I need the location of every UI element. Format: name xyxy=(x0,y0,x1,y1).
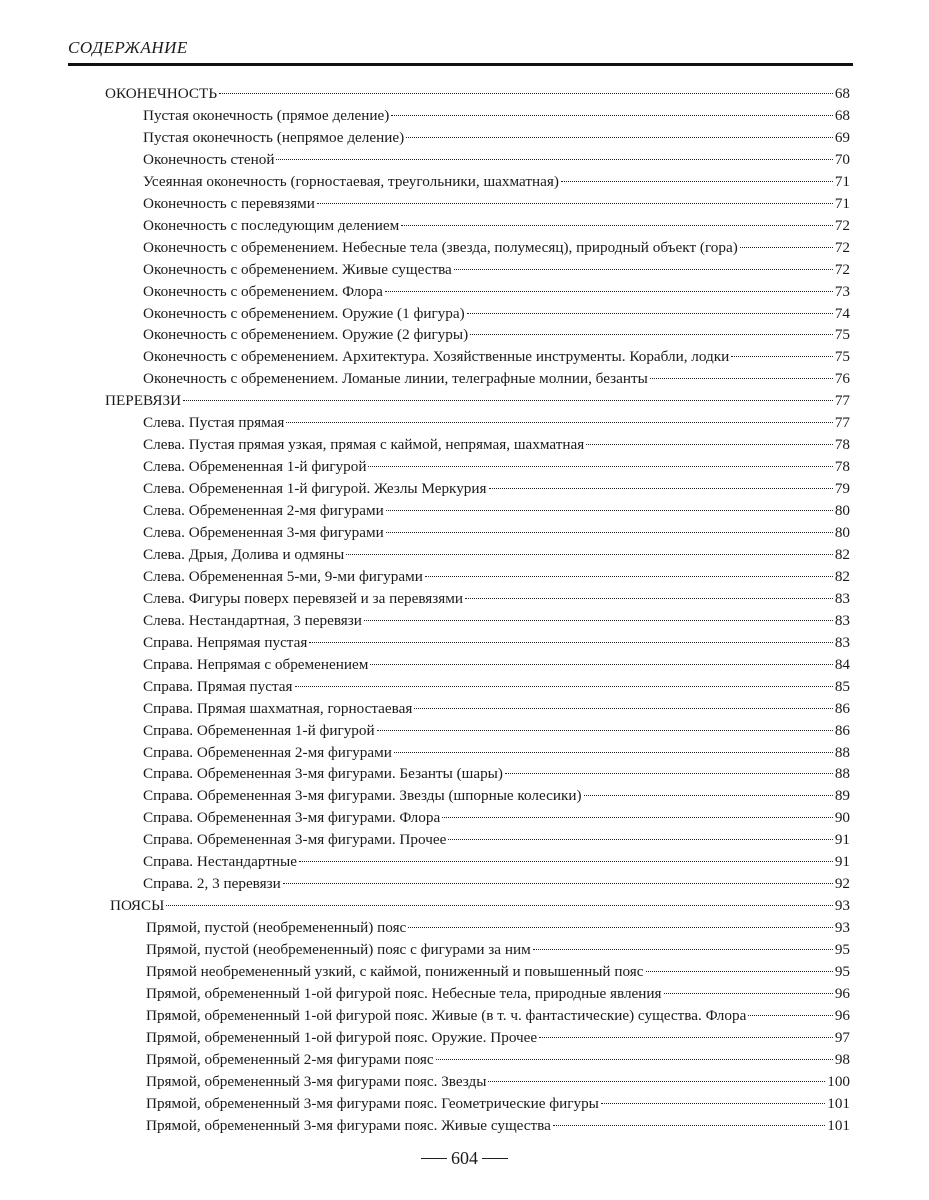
toc-entry xyxy=(143,588,850,610)
toc-entry-title: Прямой, пустой (необремененный) пояс xyxy=(146,919,407,937)
toc-entry xyxy=(143,632,850,654)
toc-entry xyxy=(143,215,850,237)
dot-leader xyxy=(370,664,832,665)
dot-leader xyxy=(368,466,832,467)
toc-entry-title: Прямой, обремененный 1-ой фигурой пояс. Живые (в т. ч. фантастические) существа. Флора xyxy=(146,1006,747,1024)
dot-leader xyxy=(740,247,833,248)
toc-entry-title: Справа. Прямая шахматная, горностаевая xyxy=(143,699,413,717)
dot-leader xyxy=(465,598,833,599)
dot-leader xyxy=(601,1103,825,1104)
toc-entry-title: Прямой, пустой (необремененный) пояс с фигурами за ним xyxy=(146,941,531,959)
toc-page-number: 93 xyxy=(834,919,850,937)
toc-entry-title: Справа. Обремененная 3-мя фигурами. Звезды (шпорные колесики) xyxy=(143,787,582,805)
toc-entry xyxy=(143,127,850,149)
toc-entry-title: ПОЯСЫ xyxy=(110,897,165,915)
dot-leader xyxy=(183,400,833,401)
toc-page-number: 101 xyxy=(827,1094,850,1112)
toc-page-number: 76 xyxy=(834,370,850,388)
toc-entry xyxy=(143,785,850,807)
toc-entry-title: Справа. Прямая пустая xyxy=(143,677,293,695)
toc-entry xyxy=(143,149,850,171)
toc-entry-title: Справа. Обремененная 2-мя фигурами xyxy=(143,743,392,761)
toc-section xyxy=(110,895,850,917)
toc-entry-title: Слева. Обремененная 3-мя фигурами xyxy=(143,524,384,541)
toc-entry-title: Оконечность с последующим делением xyxy=(143,216,400,234)
toc-entry-title: Слева. Нестандартная, 3 перевязи xyxy=(143,611,362,629)
toc-entry xyxy=(143,851,850,873)
toc-entry-title: Слева. Пустая прямая узкая, прямая с каймой, непрямая, шахматная xyxy=(143,436,585,454)
toc-page-number: 96 xyxy=(834,984,850,1002)
toc-entry xyxy=(143,544,850,566)
dot-leader xyxy=(401,225,833,226)
dot-leader xyxy=(346,554,833,555)
toc-entry-title: Оконечность с обременением. Небесные тела (звезда, полумесяц), природный объект (гора) xyxy=(143,238,738,256)
toc-entry-title: Усеянная оконечность (горностаевая, треугольники, шахматная) xyxy=(143,172,559,190)
toc-entry-title: Оконечность с обременением. Оружие (2 фигуры) xyxy=(143,326,469,344)
dot-leader xyxy=(408,927,833,928)
toc-entry xyxy=(146,1093,850,1115)
toc-page-number: 90 xyxy=(834,809,850,827)
toc-entry xyxy=(143,610,850,632)
dot-leader xyxy=(364,620,833,621)
toc-page-number: 89 xyxy=(834,787,850,805)
toc-entry-title: Справа. Непрямая с обременением xyxy=(143,655,369,673)
dot-leader xyxy=(553,1125,825,1126)
toc-page-number: 72 xyxy=(834,238,850,256)
toc-entry-title: Оконечность с обременением. Живые существа xyxy=(143,260,452,278)
dot-leader xyxy=(664,993,833,994)
dot-leader xyxy=(731,356,833,357)
toc-entry-title: Пустая оконечность (непрямое деление) xyxy=(143,128,405,146)
dot-leader xyxy=(386,532,833,533)
toc-entry-title: Слева. Дрыя, Долива и одмяны xyxy=(143,545,345,563)
toc-entry-title: Слева. Пустая прямая xyxy=(143,414,285,432)
dot-leader xyxy=(539,1037,833,1038)
dot-leader xyxy=(166,905,832,906)
toc-entry xyxy=(146,983,850,1005)
toc-entry xyxy=(143,500,850,522)
page-number: 604 xyxy=(451,1148,478,1168)
toc-page-number: 82 xyxy=(834,545,850,563)
toc-entry-title: Слева. Обремененная 5-ми, 9-ми фигурами xyxy=(143,567,423,585)
page-footer xyxy=(0,1148,929,1169)
toc-page-number: 72 xyxy=(834,216,850,234)
dot-leader xyxy=(219,93,833,94)
toc-page-number: 70 xyxy=(834,150,850,168)
toc-page-number: 98 xyxy=(834,1050,850,1068)
toc-entry-title: Справа. Обремененная 1-й фигурой xyxy=(143,721,375,739)
toc-page-number: 75 xyxy=(834,348,850,366)
toc-entry-title: Оконечность с обременением. Флора xyxy=(143,282,383,300)
dot-leader xyxy=(533,949,833,950)
dot-leader xyxy=(317,203,833,204)
page-header-title: СОДЕРЖАНИЕ xyxy=(68,38,188,57)
toc-page-number: 71 xyxy=(834,194,850,212)
toc-entry xyxy=(143,763,850,785)
toc-entry-title: Прямой, обремененный 3-мя фигурами пояс. Звезды xyxy=(146,1072,487,1090)
toc-page-number: 88 xyxy=(834,765,850,783)
dot-leader xyxy=(470,334,833,335)
toc-entry-title: Прямой, обремененный 1-ой фигурой пояс. Небесные тела, природные явления xyxy=(146,984,662,1002)
header-rule xyxy=(68,63,853,66)
toc-page-number: 68 xyxy=(834,85,850,102)
toc-page-number: 79 xyxy=(834,480,850,498)
toc-page-number: 86 xyxy=(834,721,850,739)
dot-leader xyxy=(406,137,833,138)
toc-entry-title: Оконечность с обременением. Архитектура. Хозяйственные инструменты. Корабли, лодки xyxy=(143,348,730,366)
toc-entry xyxy=(143,873,850,895)
toc-entry-title: Прямой, обремененный 3-мя фигурами пояс. Живые существа xyxy=(146,1116,551,1134)
toc-entry xyxy=(146,1049,850,1071)
dot-leader xyxy=(561,181,833,182)
toc-entry-title: Прямой, обремененный 2-мя фигурами пояс xyxy=(146,1050,434,1068)
toc-entry xyxy=(143,720,850,742)
toc-page-number: 74 xyxy=(834,304,850,322)
dot-leader xyxy=(391,115,833,116)
toc-page-number: 93 xyxy=(834,897,850,915)
toc-entry xyxy=(143,829,850,851)
toc-page-number: 73 xyxy=(834,282,850,300)
toc-entry-title: Слева. Обремененная 1-й фигурой xyxy=(143,458,367,476)
dot-leader xyxy=(488,1081,825,1082)
toc-entry-title: Справа. 2, 3 перевязи xyxy=(143,875,281,893)
toc-entry xyxy=(143,412,850,434)
toc-entry xyxy=(143,478,850,500)
dot-leader xyxy=(309,642,832,643)
toc-entry xyxy=(143,281,850,303)
dot-leader xyxy=(283,883,833,884)
toc-entry-title: Прямой, обремененный 3-мя фигурами пояс. Геометрические фигуры xyxy=(146,1094,599,1112)
toc-page-number: 84 xyxy=(834,655,850,673)
toc-entry xyxy=(146,1071,850,1093)
dot-leader xyxy=(454,269,833,270)
dot-leader xyxy=(442,817,833,818)
dot-leader xyxy=(586,444,833,445)
toc-entry-title: Прямой, обремененный 1-ой фигурой пояс. Оружие. Прочее xyxy=(146,1028,538,1046)
dot-leader xyxy=(425,576,833,577)
toc-page-number: 95 xyxy=(834,941,850,959)
dot-leader xyxy=(286,422,832,423)
toc-entry xyxy=(143,807,850,829)
toc-entry xyxy=(143,193,850,215)
toc-entry xyxy=(143,237,850,259)
toc-page-number: 92 xyxy=(834,875,850,893)
toc-page-number: 83 xyxy=(834,633,850,651)
toc-entry-title: Слева. Обремененная 1-й фигурой. Жезлы Меркурия xyxy=(143,480,487,498)
toc-entry xyxy=(143,566,850,588)
dot-leader xyxy=(386,510,833,511)
toc-entry-title: Слева. Фигуры поверх перевязей и за перевязями xyxy=(143,589,463,607)
toc-page-number: 77 xyxy=(834,392,850,410)
dot-leader xyxy=(650,378,833,379)
toc-entry xyxy=(143,698,850,720)
toc-entry-title: Справа. Обремененная 3-мя фигурами. Безанты (шары) xyxy=(143,765,503,783)
toc-entry-title: Пустая оконечность (прямое деление) xyxy=(143,106,390,124)
toc-entry xyxy=(143,522,850,544)
toc-section xyxy=(105,390,850,412)
toc-page-number: 78 xyxy=(834,458,850,476)
dot-leader xyxy=(414,708,832,709)
dot-leader xyxy=(385,291,833,292)
toc-entry xyxy=(143,654,850,676)
toc-entry-title: Прямой необремененный узкий, с каймой, пониженный и повышенный пояс xyxy=(146,963,644,980)
toc-page-number: 78 xyxy=(834,436,850,454)
toc-page-number: 68 xyxy=(834,106,850,124)
toc-entry xyxy=(143,456,850,478)
toc-entry xyxy=(143,324,850,346)
dot-leader xyxy=(394,752,833,753)
toc-page-number: 83 xyxy=(834,611,850,629)
dot-leader xyxy=(505,773,833,774)
toc-entry xyxy=(143,105,850,127)
dot-leader xyxy=(448,839,833,840)
toc-page-number: 101 xyxy=(827,1116,850,1134)
toc-entry xyxy=(146,961,850,983)
toc-entry-title: Справа. Нестандартные xyxy=(143,853,297,871)
toc-entry xyxy=(143,303,850,325)
dot-leader xyxy=(584,795,833,796)
toc-entry-title: Оконечность с перевязями xyxy=(143,194,315,212)
toc-page-number: 75 xyxy=(834,326,850,344)
toc-section xyxy=(105,83,850,105)
dot-leader xyxy=(467,313,833,314)
toc-entry-title: Справа. Обремененная 3-мя фигурами. Флора xyxy=(143,809,441,827)
dot-leader xyxy=(276,159,832,160)
toc-page-number: 100 xyxy=(827,1072,850,1090)
toc-page-number: 80 xyxy=(834,524,850,541)
dot-leader xyxy=(489,488,833,489)
toc-entry-title: ОКОНЕЧНОСТЬ xyxy=(105,85,218,102)
toc-page-number: 83 xyxy=(834,589,850,607)
toc-page-number: 85 xyxy=(834,677,850,695)
toc-entry xyxy=(143,259,850,281)
dot-leader xyxy=(377,730,833,731)
dot-leader xyxy=(436,1059,833,1060)
footer-dash-right xyxy=(482,1158,508,1159)
toc-entry-title: Справа. Непрямая пустая xyxy=(143,633,308,651)
toc-entry xyxy=(146,1115,850,1137)
toc-page-number: 86 xyxy=(834,699,850,717)
toc-page-number: 80 xyxy=(834,502,850,520)
toc-page-number: 96 xyxy=(834,1006,850,1024)
toc-page-number: 71 xyxy=(834,172,850,190)
toc-entry-title: ПЕРЕВЯЗИ xyxy=(105,392,182,410)
toc-page-number: 95 xyxy=(834,963,850,980)
toc-page-number: 97 xyxy=(834,1028,850,1046)
toc-page-number: 77 xyxy=(834,414,850,432)
toc-page-number: 82 xyxy=(834,567,850,585)
dot-leader xyxy=(295,686,833,687)
toc-page-number: 72 xyxy=(834,260,850,278)
toc-entry-title: Слева. Обремененная 2-мя фигурами xyxy=(143,502,384,520)
toc-entry-title: Оконечность с обременением. Ломаные линии, телеграфные молнии, безанты xyxy=(143,370,648,388)
toc-entry xyxy=(146,1005,850,1027)
toc-page-number: 91 xyxy=(834,831,850,849)
toc-entry-title: Справа. Обремененная 3-мя фигурами. Прочее xyxy=(143,831,447,849)
toc-page-number: 91 xyxy=(834,853,850,871)
dot-leader xyxy=(748,1015,832,1016)
toc-page-number: 88 xyxy=(834,743,850,761)
footer-dash-left xyxy=(421,1158,447,1159)
toc-entry-title: Оконечность стеной xyxy=(143,150,275,168)
toc-entry xyxy=(146,917,850,939)
dot-leader xyxy=(299,861,833,862)
toc-entry xyxy=(143,434,850,456)
toc-entry xyxy=(143,171,850,193)
toc-entry xyxy=(143,676,850,698)
toc-page-number: 69 xyxy=(834,128,850,146)
toc-entry xyxy=(146,1027,850,1049)
toc-entry xyxy=(143,346,850,368)
toc-entry xyxy=(143,742,850,764)
toc-entry-title: Оконечность с обременением. Оружие (1 фигура) xyxy=(143,304,465,322)
toc-entry xyxy=(143,368,850,390)
dot-leader xyxy=(646,971,833,972)
toc-entry xyxy=(146,939,850,961)
